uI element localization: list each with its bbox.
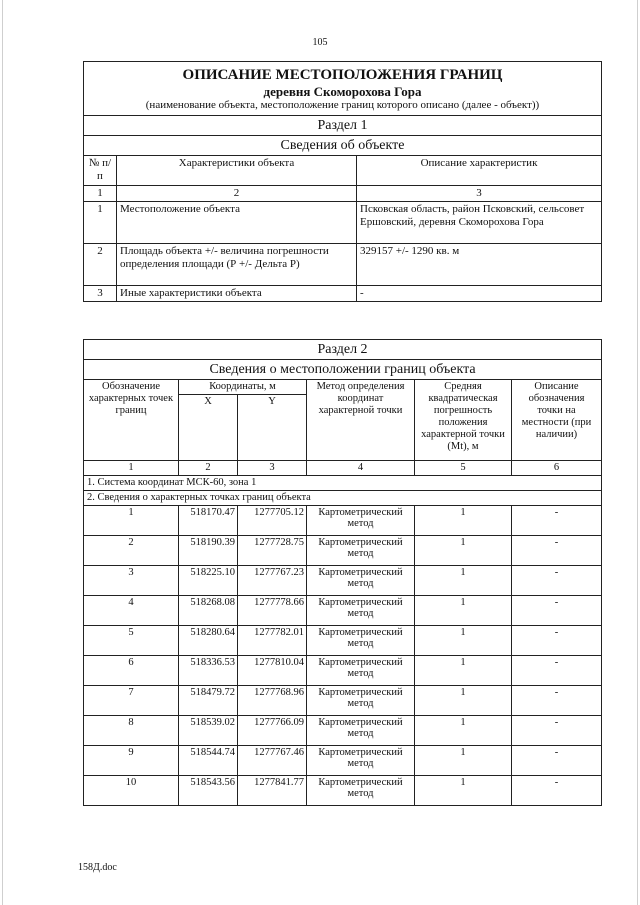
point-method: Картометрический метод: [307, 776, 415, 806]
table-row: [84, 626, 602, 656]
col-header-point-description: Описание обозначения точки на местности (при наличии): [512, 380, 602, 461]
footer-filename: 158Д.doc: [78, 862, 117, 873]
characteristic-value: 329157 +/- 1290 кв. м: [357, 244, 602, 286]
table-row: [84, 596, 602, 626]
table-row: [84, 746, 602, 776]
point-error: 1: [415, 656, 512, 686]
point-y: 1277766.09: [238, 716, 307, 746]
point-description: -: [512, 626, 602, 656]
point-id: 6: [84, 656, 179, 686]
point-id: 7: [84, 686, 179, 716]
col-number-5: 5: [415, 461, 512, 476]
object-name: деревня Скоморохова Гора: [263, 84, 422, 99]
point-method: Картометрический метод: [307, 536, 415, 566]
col-header-characteristic: Характеристики объекта: [117, 156, 357, 186]
section1-table: [83, 61, 602, 302]
col-header-x: X: [179, 395, 238, 461]
section2-title: Сведения о местоположении границ объекта: [84, 360, 602, 380]
section1-label: Раздел 1: [84, 116, 602, 136]
point-x: 518336.53: [179, 656, 238, 686]
table-row: [84, 566, 602, 596]
point-error: 1: [415, 746, 512, 776]
point-description: -: [512, 686, 602, 716]
coordinate-system: 1. Система координат МСК-60, зона 1: [84, 476, 602, 491]
table-row: [84, 536, 602, 566]
point-y: 1277728.75: [238, 536, 307, 566]
point-id: 1: [84, 506, 179, 536]
point-error: 1: [415, 626, 512, 656]
point-method: Картометрический метод: [307, 746, 415, 776]
point-x: 518280.64: [179, 626, 238, 656]
col-number-2: 2: [179, 461, 238, 476]
col-header-point: Обозначение характерных точек границ: [84, 380, 179, 461]
characteristic-value: Псковская область, район Псковский, сельсовет Ершовский, деревня Скоморохова Гора: [357, 202, 602, 244]
col-header-number: № п/п: [84, 156, 117, 186]
point-x: 518543.56: [179, 776, 238, 806]
point-id: 2: [84, 536, 179, 566]
col-number-6: 6: [512, 461, 602, 476]
col-number-3: 3: [238, 461, 307, 476]
col-header-coordinates: Координаты, м: [179, 380, 307, 395]
characteristic-name: Площадь объекта +/- величина погрешности определения площади (Р +/- Дельта Р): [117, 244, 357, 286]
point-id: 3: [84, 566, 179, 596]
col-number-4: 4: [307, 461, 415, 476]
point-error: 1: [415, 566, 512, 596]
table-row: [84, 686, 602, 716]
point-method: Картометрический метод: [307, 656, 415, 686]
table-row: [84, 244, 602, 286]
col-number-3: 3: [357, 186, 602, 202]
point-x: 518544.74: [179, 746, 238, 776]
characteristic-value: -: [357, 286, 602, 302]
row-number: 3: [84, 286, 117, 302]
section2-label: Раздел 2: [84, 340, 602, 360]
point-y: 1277705.12: [238, 506, 307, 536]
point-error: 1: [415, 596, 512, 626]
point-error: 1: [415, 716, 512, 746]
page-number: 105: [312, 37, 328, 48]
col-number-1: 1: [84, 186, 117, 202]
point-x: 518539.02: [179, 716, 238, 746]
point-method: Картометрический метод: [307, 716, 415, 746]
point-y: 1277782.01: [238, 626, 307, 656]
col-header-description: Описание характеристик: [357, 156, 602, 186]
point-method: Картометрический метод: [307, 686, 415, 716]
point-error: 1: [415, 776, 512, 806]
characteristic-name: Иные характеристики объекта: [117, 286, 357, 302]
col-number-2: 2: [117, 186, 357, 202]
point-error: 1: [415, 536, 512, 566]
point-description: -: [512, 596, 602, 626]
point-y: 1277767.46: [238, 746, 307, 776]
point-x: 518479.72: [179, 686, 238, 716]
point-x: 518225.10: [179, 566, 238, 596]
point-y: 1277767.23: [238, 566, 307, 596]
section2-table: [83, 339, 602, 806]
point-y: 1277778.66: [238, 596, 307, 626]
point-x: 518190.39: [179, 536, 238, 566]
point-y: 1277841.77: [238, 776, 307, 806]
page-edge-right: [637, 0, 638, 905]
point-error: 1: [415, 506, 512, 536]
point-description: -: [512, 566, 602, 596]
table-row: [84, 716, 602, 746]
table-row: [84, 506, 602, 536]
section1-title: Сведения об объекте: [84, 136, 602, 156]
point-method: Картометрический метод: [307, 626, 415, 656]
point-id: 8: [84, 716, 179, 746]
point-error: 1: [415, 686, 512, 716]
document-header: [84, 62, 602, 116]
row-number: 2: [84, 244, 117, 286]
point-description: -: [512, 656, 602, 686]
point-method: Картометрический метод: [307, 566, 415, 596]
col-header-y: Y: [238, 395, 307, 461]
table-row: [84, 776, 602, 806]
point-id: 9: [84, 746, 179, 776]
table-row: [84, 202, 602, 244]
point-description: -: [512, 506, 602, 536]
col-number-1: 1: [84, 461, 179, 476]
table-row: [84, 286, 602, 302]
point-description: -: [512, 776, 602, 806]
point-description: -: [512, 746, 602, 776]
object-name-note: (наименование объекта, местоположение границ которого описано (далее - объект)): [145, 99, 540, 111]
points-title: 2. Сведения о характерных точках границ объекта: [84, 491, 602, 506]
point-method: Картометрический метод: [307, 506, 415, 536]
col-header-method: Метод определения координат характерной точки: [307, 380, 415, 461]
point-y: 1277810.04: [238, 656, 307, 686]
row-number: 1: [84, 202, 117, 244]
point-y: 1277768.96: [238, 686, 307, 716]
document-title: ОПИСАНИЕ МЕСТОПОЛОЖЕНИЯ ГРАНИЦ: [182, 67, 503, 83]
col-header-error: Средняя квадратическая погрешность положения характерной точки (Mt), м: [415, 380, 512, 461]
point-description: -: [512, 716, 602, 746]
point-x: 518268.08: [179, 596, 238, 626]
point-id: 4: [84, 596, 179, 626]
characteristic-name: Местоположение объекта: [117, 202, 357, 244]
point-description: -: [512, 536, 602, 566]
point-method: Картометрический метод: [307, 596, 415, 626]
table-row: [84, 656, 602, 686]
point-id: 10: [84, 776, 179, 806]
point-x: 518170.47: [179, 506, 238, 536]
point-id: 5: [84, 626, 179, 656]
page-edge-left: [2, 0, 3, 905]
